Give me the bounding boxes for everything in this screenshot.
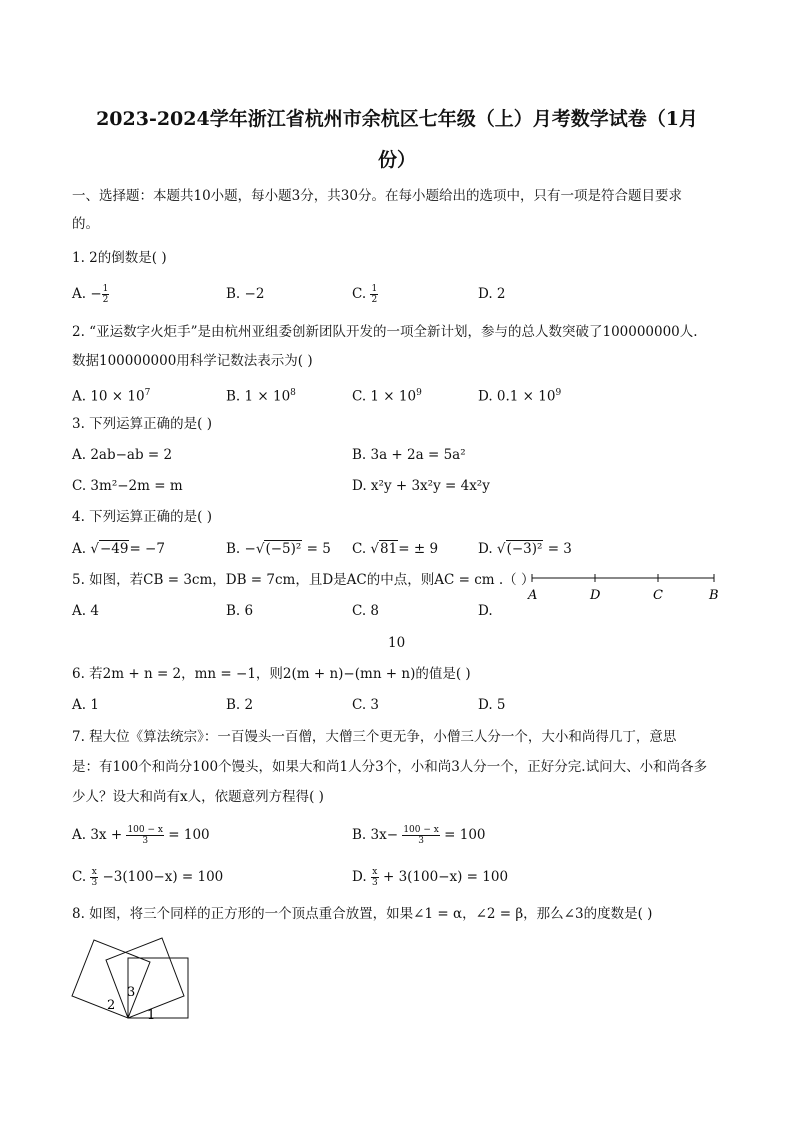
- q8-stem: 8. 如图，将三个同样的正方形的一个顶点重合放置，如果∠1 = α，∠2 = β，那么∠3的度数是( ): [72, 906, 653, 922]
- q6-option-a: A. 1: [72, 697, 99, 713]
- q4-option-d: D. √(−3)² = 3: [478, 541, 572, 557]
- q5-option-d: D.: [478, 603, 493, 619]
- q5-option-d-value: 10: [388, 635, 406, 651]
- q5-option-a: A. 4: [72, 603, 99, 619]
- q3-option-a: A. 2ab−ab = 2: [72, 447, 173, 463]
- section-instructions-line1: 一、选择题：本题共10小题，每小题3分，共30分。在每小题给出的选项中，只有一项是符合题目要求: [72, 188, 682, 204]
- q2-stem-line2: 数据100000000用科学记数法表示为( ): [72, 353, 313, 369]
- q5-segment-figure: [522, 568, 722, 606]
- q6-option-c: C. 3: [352, 697, 380, 713]
- q7-option-a: A. 3x + $\frac{100 - x}{3}$ = 100: [72, 825, 210, 846]
- q7-stem-line3: 少人？设大和尚有x人，依题意列方程得( ): [72, 789, 324, 805]
- q1-stem: 1. 2的倒数是( ): [72, 250, 167, 266]
- q3-stem: 3. 下列运算正确的是( ): [72, 416, 212, 432]
- angle-label-2: 2: [107, 998, 116, 1013]
- angle-label-1: 1: [147, 1008, 156, 1023]
- q7-option-c: C. $\frac{x}{3}$ −3(100−x) = 100: [72, 867, 224, 888]
- q3-option-c: C. 3m²−2m = m: [72, 478, 183, 494]
- square-upright: [128, 958, 188, 1018]
- q1-option-a: A. − $\frac{1}{2}$: [72, 284, 109, 305]
- q8-squares-figure: [70, 934, 194, 1024]
- q7-option-b: B. 3x− $\frac{100 - x}{3}$ = 100: [352, 825, 486, 846]
- q2-stem-line1: 2. “亚运数字火炬手”是由杭州亚组委创新团队开发的一项全新计划，参与的总人数突破了100000000人.: [72, 324, 698, 340]
- label-d: D: [590, 588, 601, 603]
- q4-option-a: A. √−49= −7: [72, 541, 165, 557]
- square-rotated-right: [106, 938, 184, 1018]
- q2-option-c: C. $1 \times 10^9$: [352, 388, 422, 405]
- q1-option-d: D. 2: [478, 286, 506, 302]
- exam-title-line1: 2023-2024学年浙江省杭州市余杭区七年级（上）月考数学试卷（1月: [96, 108, 698, 130]
- q5-option-b: B. 6: [226, 603, 254, 619]
- q2-option-a: A. $10 \times 10^7$: [72, 388, 151, 405]
- q2-option-d: D. $0.1 \times 10^9$: [478, 388, 562, 405]
- q7-option-d: D. $\frac{x}{3}$ + 3(100−x) = 100: [352, 867, 509, 888]
- q2-option-b: B. $1 \times 10^8$: [226, 388, 296, 405]
- q3-option-b: B. 3a + 2a = 5a²: [352, 447, 466, 463]
- label-a: A: [528, 588, 538, 603]
- q7-stem-line2: 是：有100个和尚分100个馒头，如果大和尚1人分3个，小和尚3人分一个，正好分完.试问大、小和尚各多: [72, 759, 708, 775]
- q4-option-b: B. −√(−5)² = 5: [226, 541, 331, 557]
- q1-option-b: B. −2: [226, 286, 265, 302]
- q5-option-c: C. 8: [352, 603, 380, 619]
- q4-option-c: C. √81= ± 9: [352, 541, 439, 557]
- q6-option-b: B. 2: [226, 697, 254, 713]
- label-c: C: [653, 588, 663, 603]
- q3-option-d: D. x²y + 3x²y = 4x²y: [352, 478, 490, 494]
- exam-title-line2: 份）: [377, 149, 416, 171]
- q7-stem-line1: 7. 程大位《算法统宗》：一百馒头一百僧，大僧三个更无争，小僧三人分一个，大小和尚得几丁，意思: [72, 729, 677, 745]
- angle-label-3: 3: [127, 985, 136, 1000]
- section-instructions-line2: 的。: [72, 216, 99, 232]
- q5-stem: 5. 如图，若CB = 3cm，DB = 7cm，且D是AC的中点，则AC = cm .（ ）: [72, 572, 535, 588]
- q6-option-d: D. 5: [478, 697, 506, 713]
- q6-stem: 6. 若2m + n = 2，mn = −1，则2(m + n)−(mn + n)的值是( ): [72, 666, 471, 682]
- q1-option-c: C. $\frac{1}{2}$: [352, 284, 378, 305]
- q4-stem: 4. 下列运算正确的是( ): [72, 509, 212, 525]
- label-b: B: [709, 588, 719, 603]
